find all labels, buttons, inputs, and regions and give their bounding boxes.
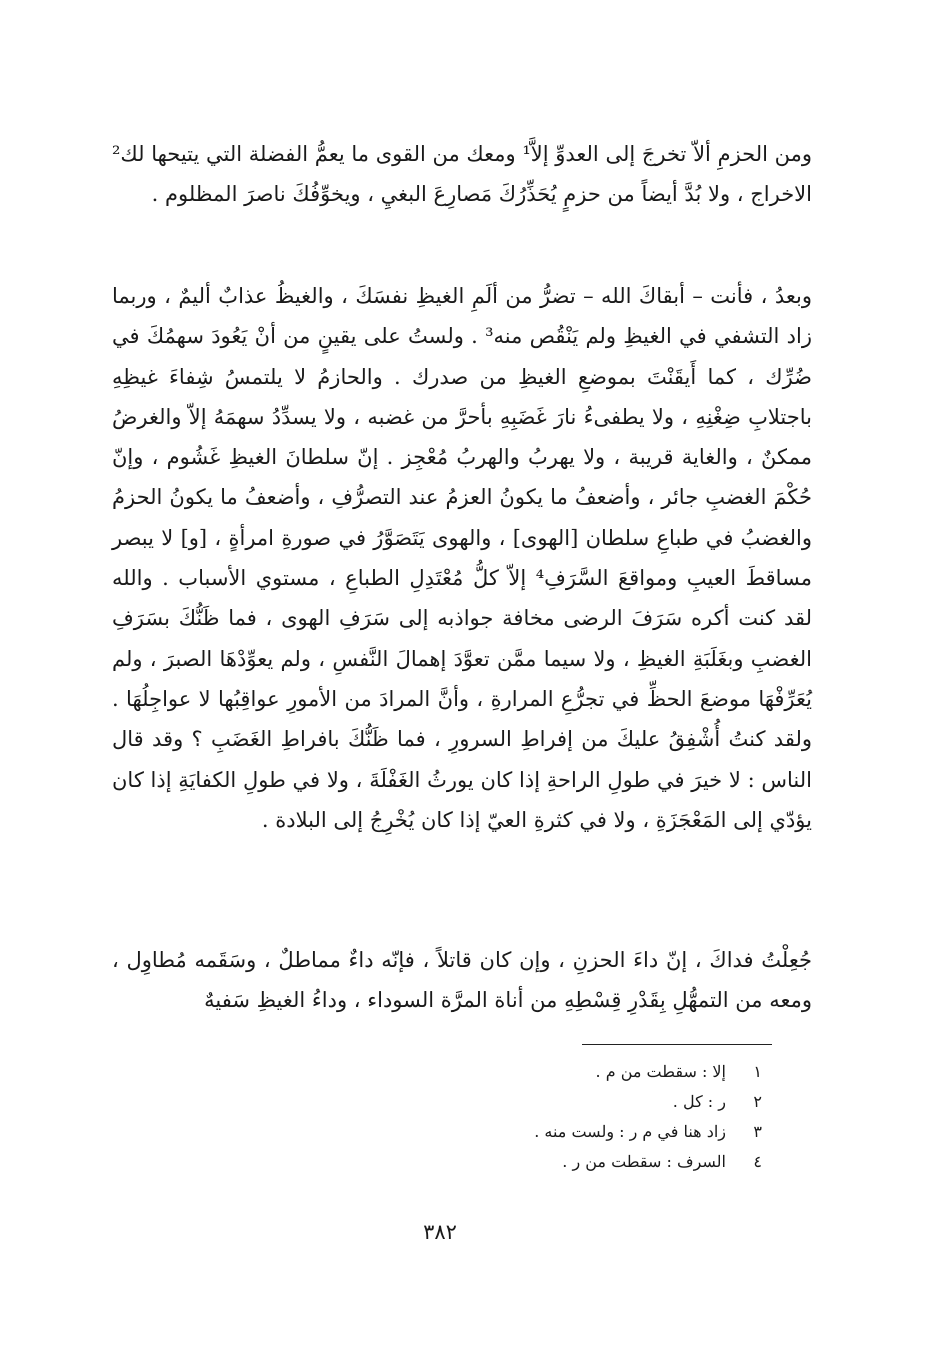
footnote-text: إلا : سقطت من م . [595, 1062, 726, 1081]
footnote-text: السرف : سقطت من ر . [562, 1152, 726, 1171]
footnote-1 [480, 1062, 762, 1092]
footnote-2 [480, 1092, 762, 1122]
paragraph-3: جُعِلْتُ فداكَ ، إنّ داءَ الحزنِ ، وإن كان قاتلاً ، فإنّه داءٌ مماطلٌ ، وسَقَمه مُطاوِل ، ومعه من التمهُّلِ بِقَدْرِ قِسْطِهِ من أناة المرَّة السوداء ، وداءُ الغيظِ سَفيهٌ [112, 948, 812, 1013]
paragraph-1: ومن الحزمِ ألاّ تخرجَ إلى العدوِّ إلاَّ¹ ومعك من القوى ما يعمُّ الفضلة التي يتيحها لك² الاخراج ، ولا بُدَّ أيضاً من حزمٍ يُحَذِّرُكَ مَصارِعَ البغيِ ، ويخوِّفُكَ ناصرَ المظلوم . [112, 142, 813, 207]
footnotes [480, 1062, 762, 1182]
paragraph-2: وبعدُ ، فأنت – أبقاكَ الله – تضرُّ من ألَمِ الغيظِ نفسَكَ ، والغيظُ عذابٌ أليمٌ ، وربما زاد التشفي في الغيظِ ولم يَنْقُص منه³ . ولستُ على يقينٍ من أنْ يَعُودَ سهمُكَ في ضُرِّك ، كما أَيقَنْتَ بموضعِ الغيظِ من صدرك . والحازمُ لا يلتمسُ شِفاءَ غيظِهِ باجتلابِ ضِغْنِهِ ، ولا يطفىءُ نارَ غَضَبِهِ بأحرَّ من غضبه ، ولا يسدِّدُ سهمَهُ إلاّ والغرضُ ممكنٌ ، والغاية قريبة ، ولا يهربُ والهربُ مُعْجِز . إنّ سلطانَ الغيظِ غَشُوم ، وإنّ حُكْمَ الغضبِ جائر ، وأضعفُ ما يكونُ العزمُ عند التصرُّفِ ، وأضعفُ ما يكونُ الحزمُ والغضبُ في طباعِ سلطان [الهوى] ، والهوى يَتَصَوَّرُ في صورةِ امرأةٍ ، [و] لا يبصر مساقطَ العيبِ ومواقعَ السَّرَفِ⁴ إلاّ كلُّ مُعْتَدِلِ الطباعِ ، مستوي الأسباب . والله لقد كنت أكره سَرَفَ الرضى مخافة جواذبه إلى سَرَفِ الهوى ، فما ظَنُّكَ بسَرَفِ الغضبِ وبغَلَبَةِ الغيظِ ، ولا سيما ممَّن تعوَّدَ إهمالَ النَّفسِ ، ولم يعوِّدْهَا الصبرَ ، ولم يُعَرِّفْهَا موضعَ الحظِّ في تجرُّعِ المرارةِ ، وأنَّ المرادَ من الأمورِ عواقِبُها لا عواجِلُهَا . ولقد كنتُ أُشْفِقُ عليكَ من إفراطِ السرورِ ، فما ظَنُّكَ بافراطِ الغَضَبِ ؟ وقد قال الناس : لا خيرَ في طولِ الراحةِ إذا كان يورثُ الغَفْلَةَ ، ولا في طولِ الكفايَةِ إذا كان يؤدّي إلى المَعْجَزَةِ ، ولا في كثرةِ العيّ إذا كان يُخْرِجُ إلى البلادة . [112, 284, 812, 832]
footnote-number: ٤ [753, 1152, 762, 1171]
footnote-4 [480, 1152, 762, 1182]
footnote-text: زاد هنا في م ر : ولست منه . [534, 1122, 726, 1141]
footnote-number: ١ [753, 1062, 762, 1081]
footnote-3 [480, 1122, 762, 1152]
footnote-number: ٣ [753, 1122, 762, 1141]
footnote-separator [582, 1044, 772, 1045]
page-number: ٣٨٢ [423, 1220, 457, 1244]
footnote-number: ٢ [753, 1092, 762, 1111]
footnote-text: ر : كل . [672, 1092, 726, 1111]
